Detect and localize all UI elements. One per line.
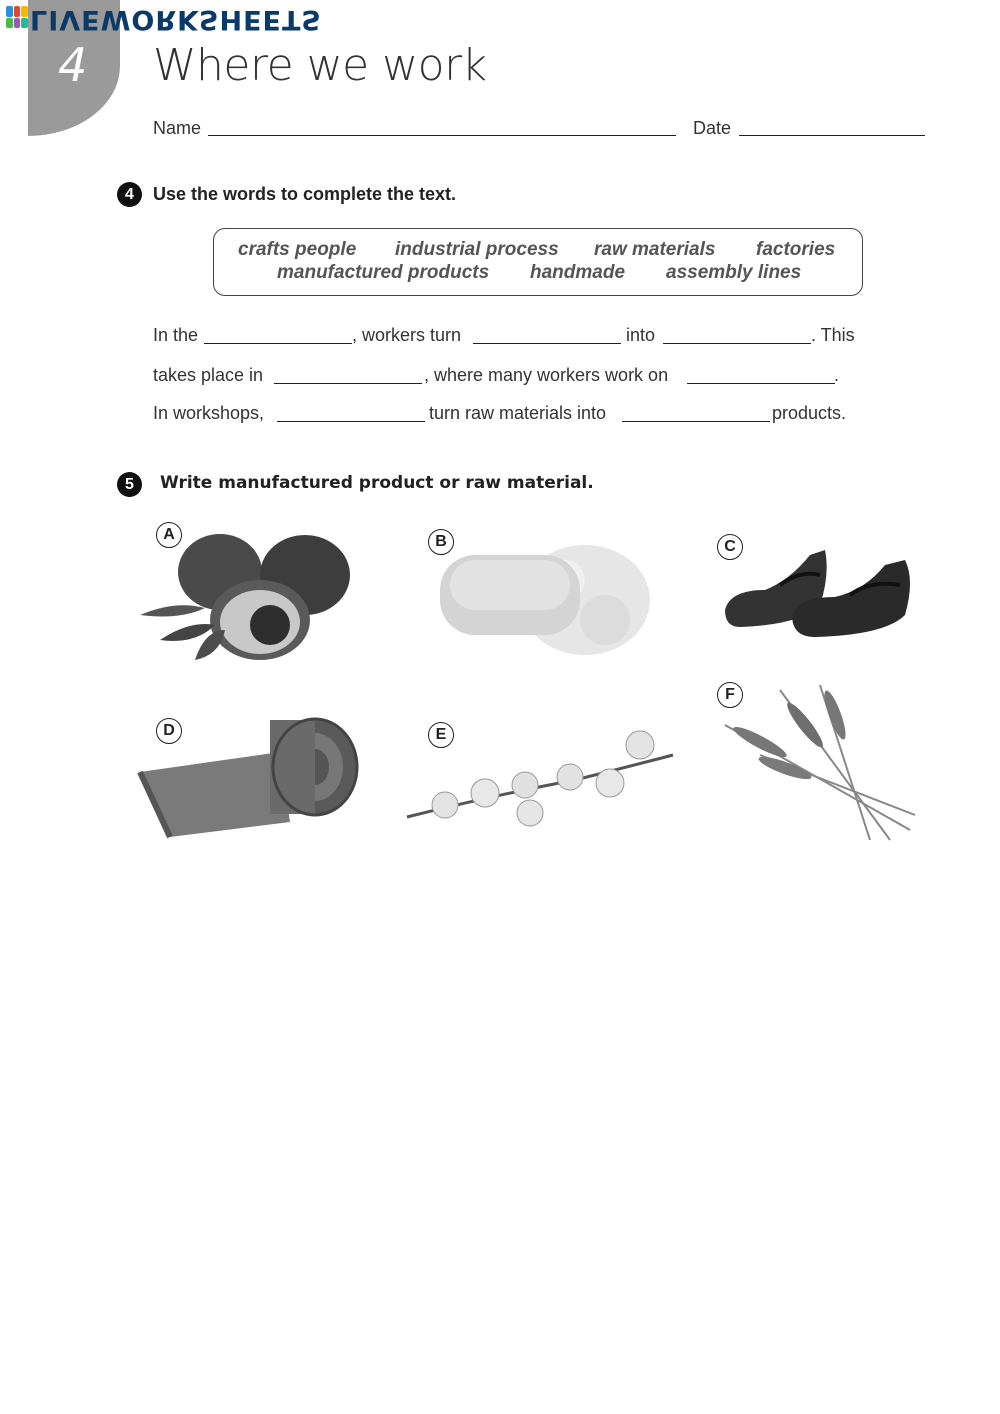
blank-1[interactable] — [204, 343, 352, 344]
picture-label-c: C — [717, 534, 743, 560]
word-bank-item: handmade — [530, 262, 626, 283]
unit-number: 4 — [58, 38, 88, 92]
exercise-5-number: 5 — [117, 472, 142, 497]
date-label: Date — [693, 118, 732, 138]
brand-name: LIVEWORKSHEETS — [30, 4, 322, 35]
picture-label-a: A — [156, 522, 182, 548]
text-fragment: into — [626, 325, 656, 345]
word-bank-item: assembly lines — [666, 262, 802, 283]
word-bank-item: raw materials — [594, 239, 716, 260]
blank-2[interactable] — [473, 343, 621, 344]
brand-logo-icon — [6, 6, 28, 28]
page-title: Where we work — [153, 40, 487, 91]
picture-label-e: E — [428, 722, 454, 748]
word-bank-item: industrial process — [395, 239, 559, 260]
name-field[interactable] — [208, 135, 676, 136]
blank-6[interactable] — [277, 421, 425, 422]
picture-label-b: B — [428, 529, 454, 555]
text-fragment: takes place in — [153, 365, 264, 385]
picture-label-f: F — [717, 682, 743, 708]
wheat-image — [720, 680, 925, 845]
shoes-image — [720, 535, 925, 645]
text-fragment: turn raw materials into — [429, 403, 607, 423]
rug-image — [130, 712, 365, 842]
name-label: Name — [153, 118, 202, 138]
blank-3[interactable] — [663, 343, 811, 344]
word-bank-item: factories — [756, 239, 836, 260]
text-fragment: In the — [153, 325, 199, 345]
blank-7[interactable] — [622, 421, 770, 422]
avocado-image — [135, 520, 355, 670]
exercise-5-instruction: Write manufactured product or raw material. — [160, 473, 594, 493]
picture-label-d: D — [156, 718, 182, 744]
text-fragment: . — [834, 365, 840, 385]
word-bank-item: crafts people — [238, 239, 357, 260]
word-bank-item: manufactured products — [277, 262, 490, 283]
blank-5[interactable] — [687, 383, 835, 384]
blank-4[interactable] — [274, 383, 422, 384]
date-field[interactable] — [739, 135, 925, 136]
text-fragment: . This — [811, 325, 855, 345]
soap-image — [435, 530, 650, 670]
exercise-4-instruction: Use the words to complete the text. — [153, 184, 457, 204]
exercise-4-number: 4 — [117, 182, 142, 207]
text-fragment: , where many workers work on — [424, 365, 669, 385]
text-fragment: In workshops, — [153, 403, 265, 423]
text-fragment: products. — [772, 403, 847, 423]
text-fragment: , workers turn — [352, 325, 462, 345]
cotton-image — [405, 725, 675, 835]
